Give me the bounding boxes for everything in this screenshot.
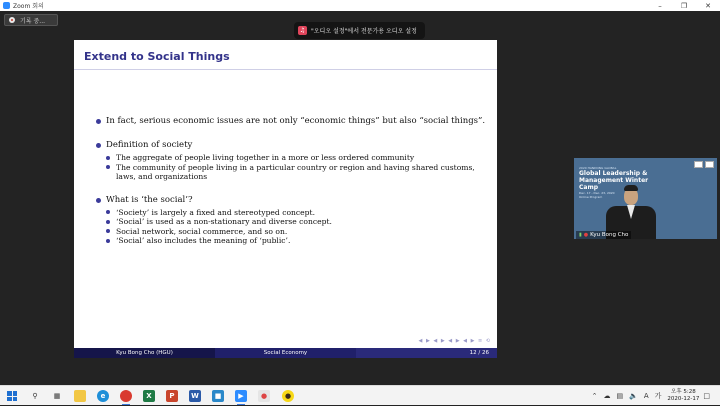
- zoom-logo-icon: [3, 2, 10, 9]
- banner-program: Online Program: [579, 195, 603, 199]
- close-icon[interactable]: ✕: [705, 1, 711, 10]
- beamer-nav-icons: ◀ ▶ ◀ ▶ ◀ ▶ ◀ ▶ ≡ ⟲: [418, 338, 491, 344]
- sub-bullet: The aggregate of people living together in a more or less ordered community: [106, 153, 491, 163]
- music-note-icon: ♫: [299, 27, 306, 34]
- photos-icon[interactable]: ■: [212, 390, 224, 402]
- signal-strength-icon: ▮: [579, 232, 582, 238]
- banner-logos: [692, 161, 714, 168]
- clock-time: 5:28: [683, 389, 696, 395]
- search-icon[interactable]: ⚲: [32, 392, 38, 400]
- audio-notice-text: "오디오 설정"에서 전문가용 오디오 설정: [311, 28, 417, 35]
- participant-hair: [624, 185, 638, 191]
- background-banner: [579, 166, 659, 199]
- banner-date: Dec. 17 - Dec. 23, 2020: [579, 191, 615, 195]
- sub-bullet: ‘Social’ is used as a non-stationary and diverse concept.: [106, 217, 491, 227]
- audio-settings-notice[interactable]: [294, 22, 425, 39]
- flag-icon: [694, 161, 703, 168]
- bullet-2: Definition of society: [96, 140, 491, 151]
- window-controls: [648, 0, 720, 11]
- clock-ampm: 오후: [671, 389, 682, 395]
- notification-icon[interactable]: □: [703, 392, 710, 400]
- ime-mode-indicator[interactable]: 가: [654, 392, 662, 400]
- footer-page: 12 / 26: [356, 348, 497, 358]
- paint-icon[interactable]: ●: [258, 390, 270, 402]
- windows-start-icon[interactable]: [7, 391, 17, 401]
- footer-course: Social Economy: [215, 348, 356, 358]
- sub-bullet: ‘Social’ also includes the meaning of ‘public’.: [106, 236, 491, 246]
- mic-muted-icon: ●: [583, 232, 589, 238]
- restore-icon[interactable]: ❐: [680, 1, 688, 10]
- taskbar-clock[interactable]: [667, 389, 699, 403]
- sub-bullet: The community of people living in a particular country or region and having shared customs, laws, and organizations: [106, 163, 491, 182]
- network-icon[interactable]: ▤: [616, 392, 624, 400]
- chrome-icon[interactable]: [120, 390, 132, 402]
- excel-icon[interactable]: X: [143, 390, 155, 402]
- ime-lang-indicator[interactable]: A: [643, 392, 649, 400]
- zoom-icon[interactable]: ▶: [235, 390, 247, 402]
- bullet-3: What is ‘the social’?: [96, 195, 491, 206]
- flag-icon: [705, 161, 714, 168]
- footer-author: Kyu Bong Cho (HGU): [74, 348, 215, 358]
- edge-icon[interactable]: e: [97, 390, 109, 402]
- shared-slide: [74, 40, 497, 358]
- banner-small-text: 2020 HANDONG GLOBAL: [579, 166, 617, 170]
- minimize-icon[interactable]: –: [658, 1, 662, 10]
- powerpoint-icon[interactable]: P: [166, 390, 178, 402]
- title-divider: [74, 69, 497, 70]
- slide-title: Extend to Social Things: [84, 50, 230, 63]
- window-title: Zoom 회의: [13, 3, 44, 10]
- participant-name-tag: [576, 231, 631, 239]
- bullet-1: In fact, serious economic issues are not only “economic things” but also “social things”.: [96, 116, 491, 127]
- participant-name: Kyu Bong Cho: [590, 232, 629, 238]
- record-icon: [9, 17, 15, 23]
- kakaotalk-icon[interactable]: ●: [282, 390, 294, 402]
- windows-taskbar: [0, 385, 720, 405]
- onedrive-icon[interactable]: ☁: [603, 392, 611, 400]
- clock-date: 2020-12-17: [667, 396, 700, 402]
- banner-title: Global Leadership & Management Winter Camp: [579, 170, 649, 191]
- slide-bullets: [96, 116, 491, 246]
- slide-footer: [74, 348, 497, 358]
- window-titlebar: [0, 0, 720, 11]
- sub-bullet: ‘Society’ is largely a fixed and stereotyped concept.: [106, 208, 491, 218]
- word-icon[interactable]: W: [189, 390, 201, 402]
- task-view-icon[interactable]: ▦: [53, 392, 61, 400]
- volume-icon[interactable]: 🔈: [629, 392, 638, 400]
- sub-bullet: Social network, social commerce, and so on.: [106, 227, 491, 237]
- recording-indicator[interactable]: [4, 14, 58, 26]
- system-tray: [592, 386, 716, 406]
- file-explorer-icon[interactable]: [74, 390, 86, 402]
- recording-label: 기록 중...: [20, 17, 46, 25]
- chevron-up-icon[interactable]: ⌃: [591, 392, 598, 400]
